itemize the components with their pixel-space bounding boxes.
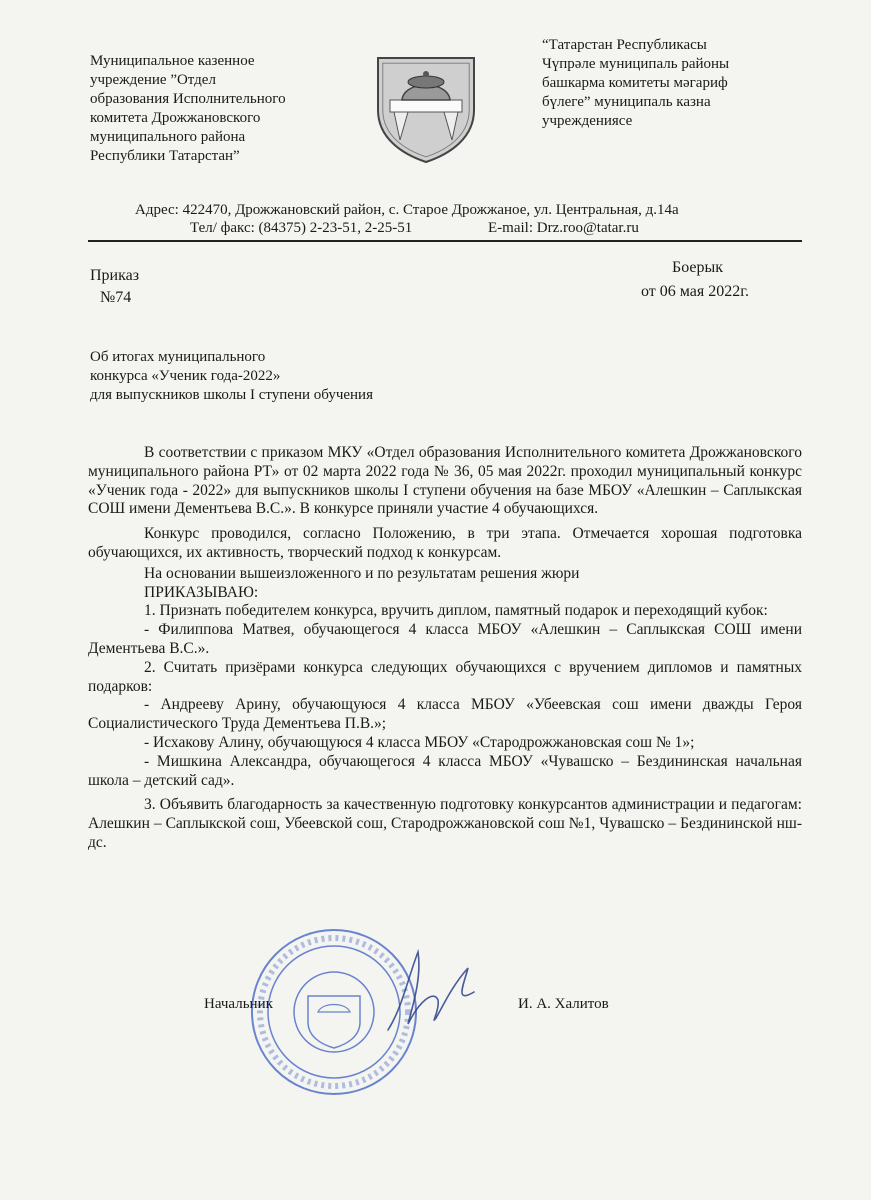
order-body [88, 444, 802, 853]
header-left-line: муниципального района [90, 129, 246, 145]
coat-of-arms-icon [370, 52, 482, 164]
paragraph: В соответствии с приказом МКУ «Отдел образования Исполнительного комитета Дрожжановского муниципального района РТ» от 02 марта 2022 года № 36, 05 мая 2022г. проходил муниципальный конкурс «Ученик года - 2022» для выпускников школы I ступени обучения на базе МБОУ «Алешкин – Саплыкская СОШ имени Дементьева В.С.». В конкурсе приняли участие 4 обучающихся. [88, 444, 802, 518]
header-right-line: Чүпрәле муниципаль районы [542, 56, 730, 72]
signature-title: Начальник [204, 996, 273, 1012]
subject-line: для выпускников школы I ступени обучения [90, 387, 373, 403]
order-subitem: - Исхакову Алину, обучающуюся 4 класса МБОУ «Стародрожжановская сош № 1»; [144, 733, 695, 751]
header-left-line: учреждение ”Отдел [90, 72, 216, 88]
paragraph: На основании вышеизложенного и по результатам решения жюри [144, 564, 580, 582]
header-right-line: башкарма комитеты мәгариф [542, 75, 728, 91]
order-subitem: - Андрееву Арину, обучающуюся 4 класса МБОУ «Убеевская сош имени дважды Героя Социалистического Труда Дементьева П.В.»; [88, 696, 802, 733]
header-left-line: Муниципальное казенное [90, 53, 255, 69]
order-subject [90, 348, 373, 405]
header-left-line: Республики Татарстан” [90, 148, 240, 164]
order-item: 3. Объявить благодарность за качественную подготовку конкурсантов администрации и педагогам: Алешкин – Саплыкской сош, Убеевской сош, Стародрожжановской сош №1, Чувашско – Бездининской нш-дс. [88, 796, 802, 851]
header-left [90, 52, 286, 166]
phone-line: Тел/ факс: (84375) 2-23-51, 2-25-51 [190, 220, 413, 236]
order-number: №74 [100, 289, 132, 306]
header-right [542, 36, 729, 131]
order-subitem: - Мишкина Александра, обучающегося 4 класса МБОУ «Чувашско – Бездининская начальная школа – детский сад». [88, 752, 802, 789]
email-line: E-mail: Drz.roo@tatar.ru [488, 220, 639, 236]
order-item: 2. Считать призёрами конкурса следующих обучающихся с вручением дипломов и памятных подарков: [88, 658, 802, 695]
order-directive: ПРИКАЗЫВАЮ: [144, 583, 259, 601]
signature-name: И. А. Халитов [518, 996, 609, 1012]
order-subitem: - Филиппова Матвея, обучающегося 4 класса МБОУ «Алешкин – Саплыкская СОШ имени Дементьева В.С.». [88, 621, 802, 657]
order-date: от 06 мая 2022г. [641, 283, 750, 300]
header-divider [88, 240, 802, 242]
address-line: Адрес: 422470, Дрожжановский район, с. Старое Дрожжаное, ул. Центральная, д.14а [135, 202, 679, 218]
subject-line: Об итогах муниципального [90, 349, 266, 365]
header-right-line: бүлеге” муниципаль казна [542, 94, 711, 110]
order-type-ru: Приказ [90, 267, 140, 284]
header-right-line: учреждениясе [542, 113, 633, 129]
header-left-line: комитета Дрожжановского [90, 110, 261, 126]
header-right-line: “Татарстан Республикасы [542, 37, 707, 53]
order-item: 1. Признать победителем конкурса, вручить диплом, памятный подарок и переходящий кубок: [144, 602, 768, 620]
order-type-tt: Боерык [672, 259, 724, 276]
header-left-line: образования Исполнительного [90, 91, 286, 107]
paragraph: Конкурс проводился, согласно Положению, в три этапа. Отмечается хорошая подготовка обучающихся, их активность, творческий подход к конкурсам. [88, 525, 802, 561]
signature-icon [378, 938, 488, 1048]
subject-line: конкурса «Ученик года-2022» [90, 368, 281, 384]
